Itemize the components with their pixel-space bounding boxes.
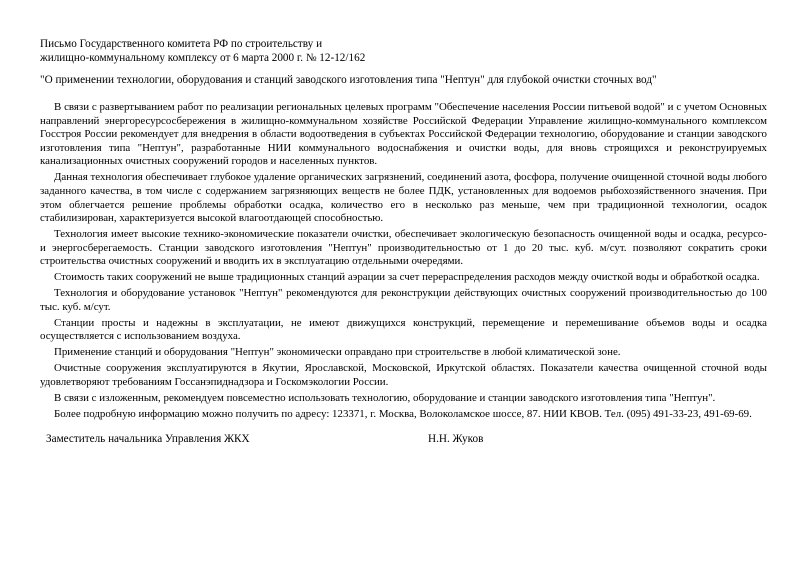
paragraph-7: Применение станций и оборудования "Нептун" экономически оправдано при строительстве в любой климатической зоне. [54,346,621,359]
signatory-name: Н.Н. Жуков [428,433,484,445]
signatory-position: Заместитель начальника Управления ЖКХ [46,433,250,445]
paragraph-6: Станции просты и надежны в эксплуатации, не имеют движущихся конструкций, перемещение и перемешивание объемов воды и осадка осуществляется с использованием воздуха. [40,316,767,343]
letter-header-line-1: Письмо Государственного комитета РФ по строительству и [40,38,323,50]
document-body [40,101,767,424]
paragraph-2: Данная технология обеспечивает глубокое удаление органических загрязнений, соединений азота, фосфора, получение очищенной сточной воды любого заданного качества, в том числе с содержанием загрязняющих веществ не более ПДК, установленных для водоемов рыбохозяйственного значения. При этом облегчается решение проблемы обработки осадка, количество его в несколько раз меньше, чем при традиционной технологии, осадок стабилизирован, характеризуется высокой влагоотдающей способностью. [40,171,767,225]
paragraph-4: Стоимость таких сооружений не выше традиционных станций аэрации за счет перераспределения расходов между очисткой воды и обработкой осадка. [54,271,760,284]
paragraph-10: Более подробную информацию можно получить по адресу: 123371, г. Москва, Волоколамское шоссе, 87. НИИ КВОВ. Тел. (095) 491-33-23, 491-69-69. [54,407,752,420]
paragraph-1: В связи с развертыванием работ по реализации региональных целевых программ "Обеспечение населения России питьевой водой" и с учетом Основных направлений энергоресурсосбережения в жилищно-коммунальном хозяйстве Российской Федерации Управление жилищно-коммунального комплексом Госстроя России рекомендует для внедрения в области водоотведения в субъектах Российской Федерации технологию, оборудование и станции заводского изготовления типа "Нептун", разработанные НИИ коммунального водоснабжения и очистки воды, для вновь строящихся и реконструируемых канализационных очистных сооружений городов и населенных пунктов. [40,101,767,168]
paragraph-8: Очистные сооружения эксплуатируются в Якутии, Ярославской, Московской, Иркутской областях. Показатели качества очищенной сточной воды удовлетворяют требованиям Госсанэпиднадзора и Госкомэкологии России. [40,362,767,389]
paragraph-3: Технология имеет высокие технико-экономические показатели очистки, обеспечивает экологическую безопасность очищенной воды и осадка, ресурсо- и энергосберегаемость. Станции заводского изготовления "Нептун" производительностью от 1 до 20 тыс. куб. м/сут. позволяют сократить сроки строительства очистных сооружений и вводить их в эксплуатацию отдельными очередями. [40,228,767,268]
letter-header [40,38,780,65]
document-title: "О применении технологии, оборудования и станций заводского изготовления типа "Нептун" для глубокой очистки сточных вод" [40,74,657,86]
letter-header-line-2: жилищно-коммунальному комплексу от 6 марта 2000 г. № 12-12/162 [40,51,366,64]
paragraph-5: Технология и оборудование установок "Нептун" рекомендуются для реконструкции действующих очистных сооружений производительностью до 100 тыс. куб. м/сут. [40,287,767,313]
paragraph-9: В связи с изложенным, рекомендуем повсеместно использовать технологию, оборудование и станции заводского изготовления типа "Нептун". [54,392,716,404]
